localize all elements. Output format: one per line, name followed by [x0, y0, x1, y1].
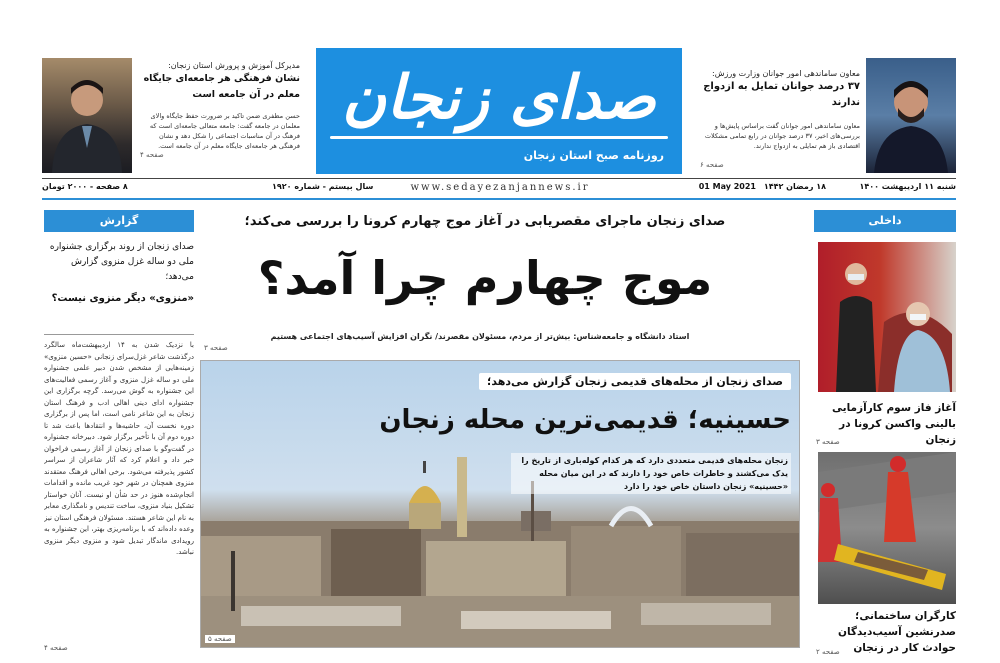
person-portrait-icon	[866, 58, 956, 173]
photo-story-page-ref: صفحه ۵	[205, 635, 235, 643]
main-subline: استاد دانشگاه و جامعه‌شناس: بیش‌تر از مردم، مسئولان مقصرند/ نگران افزایش آسیب‌های اجتماعی هستیم	[270, 332, 690, 341]
teaser-left-body: حسن مظفری ضمن تاکید بر ضرورت حفظ جایگاه والای معلمان در جامعه گفت: جامعه متعالی جامعه‌ای است که فرهنگ در آن مناسبات اجتماعی را شکل دهد و نشان فرهنگی هر جامعه‌ای جایگاه معلم در آن جامعه است.	[149, 112, 300, 150]
left-column-intro: صدای زنجان از روند برگزاری جشنواره ملی دو ساله غزل منزوی گزارش می‌دهد؛	[49, 242, 194, 282]
left-column-page-ref: صفحه ۴	[44, 644, 68, 652]
teaser-right-body: معاون ساماندهی امور جوانان گفت براساس پایش‌ها و بررسی‌های اخیر، ۳۷ درصد جوانان در رابع تمامی مشکلات اقتصادی باز هم تمایلی به ازدواج ندارند.	[704, 122, 860, 150]
issue-number: سال بیستم - شماره ۱۹۲۰	[272, 182, 374, 191]
persian-date: شنبه ۱۱ اردیبهشت ۱۴۰۰	[859, 182, 956, 191]
photo-story-headline[interactable]: حسینیه؛ قدیمی‌ترین محله زنجان	[379, 405, 791, 435]
masthead-title: صدای زنجان	[342, 63, 656, 133]
website-url[interactable]: www.sedayezanjannews.ir	[410, 182, 590, 193]
vaccine-trial-page-ref: صفحه ۳	[816, 438, 840, 446]
section-bar-report[interactable]: گزارش	[44, 210, 194, 232]
masthead-swoosh	[330, 136, 668, 139]
price: ۸ صفحه - ۲۰۰۰ تومان	[42, 182, 128, 191]
left-column-headline[interactable]: «منزوی» دیگر منزوی نیست؟	[51, 293, 194, 304]
main-page-ref: صفحه ۳	[204, 344, 228, 352]
teaser-left-photo[interactable]	[42, 58, 132, 173]
left-column-body: با نزدیک شدن به ۱۴ اردیبهشت‌ماه سالگرد درگذشت شاعر غزل‌سرای زنجانی «حسین منزوی» زمینه‌هایی از مشخص شدن دبیر علمی جشنواره ملی دو ساله غزل منزوی و آغاز رسمی فعالیت‌های این جشنواره به گوش می‌رسد. گرچه برگزاری این جشنواره ادای دینی اهالی ادب و فرهنگ استان زنجان به این شاعر نامی است، اما پس از برگزاری دوره نخست آن، حاشیه‌ها و انتقادها باعث شد تا دوره دوم آن با تأخیر برگزار شود. دبیرخانه جشنواره در گفت‌وگو با صدای زنجان از آغاز رسمی فراخوان خبر داد و اعلام کرد که آثار شاعران از سراسر کشور پذیرفته می‌شود. برخی اهالی فرهنگ معتقدند منزوی همچنان در شهر خود غریب مانده و اقدامات انجام‌شده هنوز در حد شأن او نیست. آنان خواستار تشکیل بنیاد منزوی، ساخت تندیس و نامگذاری معابر به نام این شاعر هستند. مسئولان فرهنگی استان نیز وعده داده‌اند که با برنامه‌ریزی بهتر، این جشنواره به رویدادی ماندگار تبدیل شود و منزوی دیگر منزوی نباشد.	[44, 341, 194, 556]
dateline-rule-top	[42, 178, 956, 179]
construction-accident-caption[interactable]: کارگران ساختمانی؛ صدرنشین آسیب‌دیدگان حوادث کار در زنجان	[837, 610, 956, 654]
section-bar-domestic[interactable]: داخلی	[814, 210, 956, 232]
teaser-right-page-ref: صفحه ۶	[700, 161, 724, 169]
teaser-right-headline[interactable]: ۳۷ درصد جوانان تمایل به ازدواج ندارند	[703, 81, 860, 108]
vaccine-trial-photo[interactable]	[818, 242, 956, 392]
photo-story[interactable]	[200, 360, 800, 648]
construction-accident-photo[interactable]	[818, 452, 956, 604]
teaser-left-kicker: مدیرکل آموزش و پرورش استان زنجان:	[168, 61, 300, 70]
photo-story-lead: زنجان محله‌های قدیمی متعددی دارد که هر کدام کوله‌باری از تاریخ را یدک می‌کشند و خاطرات خاص خود را دارند که در این میان محله «حسینیه» زنجان داستان خاص خود را دارد	[511, 453, 791, 494]
masthead	[316, 48, 682, 174]
vaccine-trial-caption[interactable]: آغاز فاز سوم کارآزمایی بالینی واکسن کرونا در زنجان	[832, 402, 956, 446]
dateline-rule-bottom	[42, 198, 956, 200]
construction-accident-page-ref: صفحه ۲	[816, 648, 840, 656]
dateline	[42, 182, 956, 196]
vaccine-scene-icon	[818, 242, 956, 392]
left-column-story[interactable]	[44, 240, 194, 304]
main-headline[interactable]: موج چهارم چرا آمد؟	[257, 251, 713, 305]
left-column-divider	[44, 334, 194, 335]
gregorian-date: 01 May 2021	[698, 182, 756, 191]
teaser-right-photo[interactable]	[866, 58, 956, 173]
main-supra-head: صدای زنجان ماجرای مقصریابی در آغاز موج چهارم کرونا را بررسی می‌کند؛	[244, 214, 726, 229]
person-portrait-icon	[42, 58, 132, 173]
teaser-left-headline[interactable]: نشان فرهنگی هر جامعه‌ای جایگاه معلم در آن جامعه است	[143, 73, 300, 100]
hijri-date: ۱۸ رمضان ۱۴۴۲	[763, 182, 826, 191]
teaser-left[interactable]	[140, 60, 300, 159]
teaser-right[interactable]	[700, 68, 860, 169]
masthead-subtitle: روزنامه صبح استان زنجان	[523, 149, 664, 162]
rescue-scene-icon	[818, 452, 956, 604]
teaser-right-kicker: معاون ساماندهی امور جوانان وزارت ورزش:	[712, 69, 860, 78]
teaser-left-page-ref: صفحه ۴	[140, 151, 164, 159]
photo-story-kicker: صدای زنجان از محله‌های قدیمی زنجان گزارش می‌دهد؛	[479, 373, 791, 390]
